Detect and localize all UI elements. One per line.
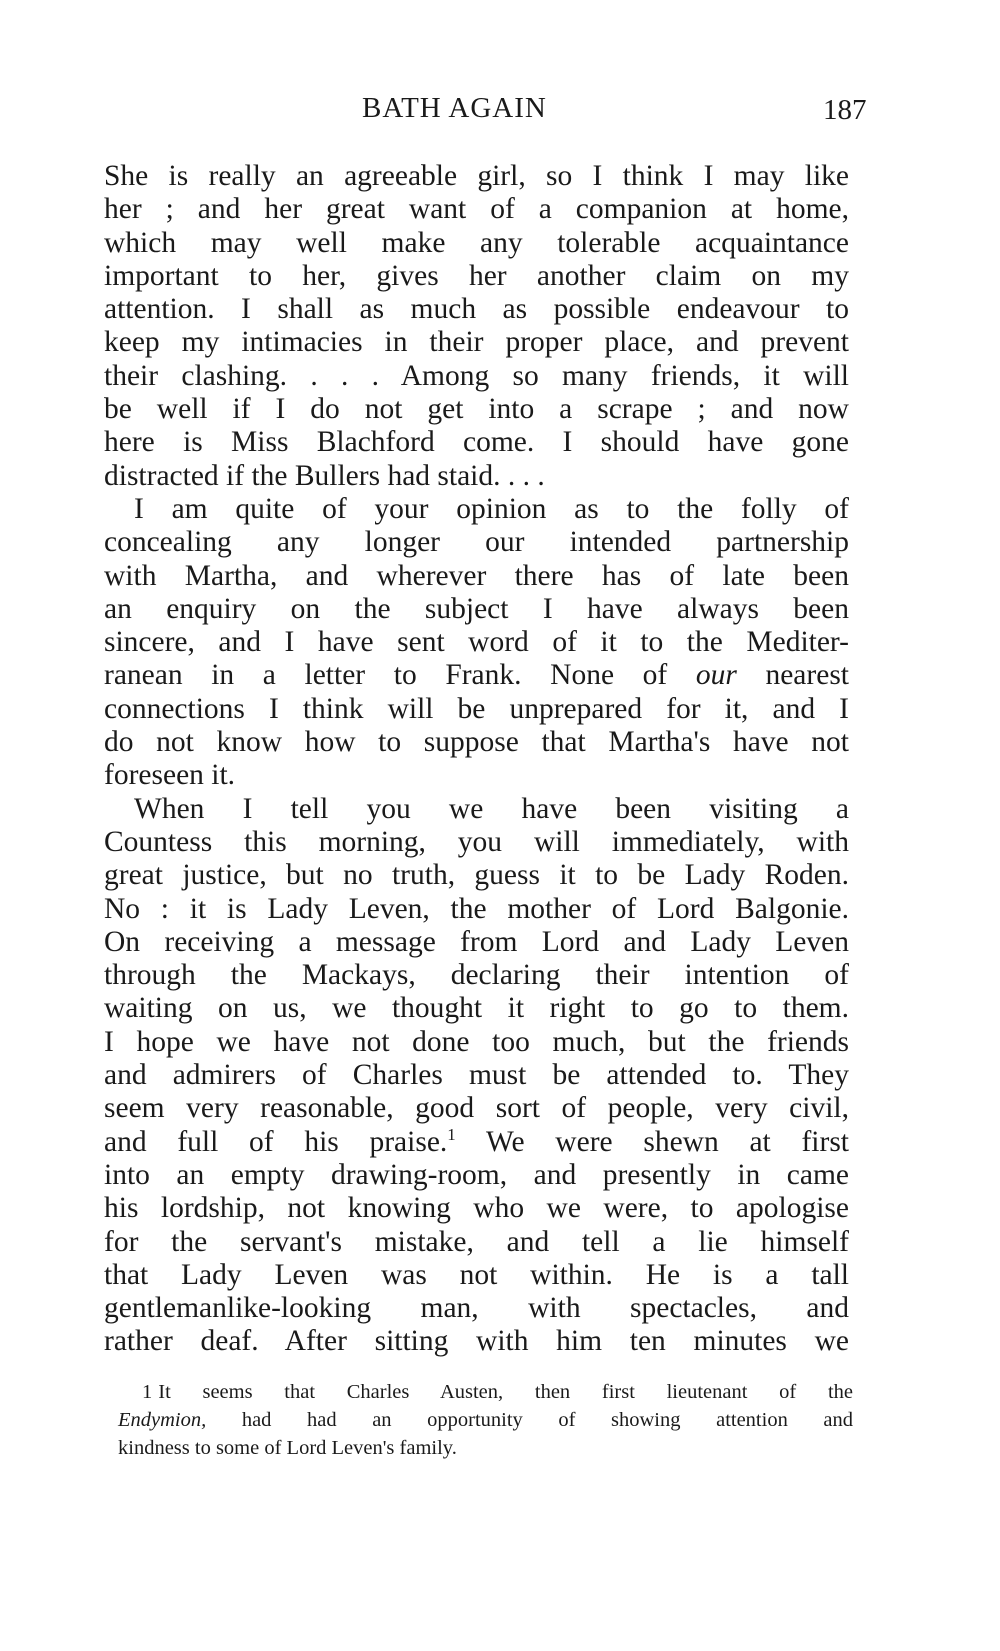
text-line: foreseen it.	[104, 759, 236, 792]
text-line: here is Miss Blachford come. I should have gone	[104, 426, 849, 459]
footnote-reference[interactable]: 1	[447, 1124, 456, 1144]
text-line: be well if I do not get into a scrape ; and now	[104, 393, 849, 426]
footnote-ship-name: Endymion,	[118, 1409, 207, 1431]
text-line: rather deaf. After sitting with him ten minutes we	[104, 1325, 849, 1358]
text-line-with-footnote-ref	[104, 1126, 849, 1159]
text-line: that Lady Leven was not within. He is a tall	[104, 1258, 849, 1291]
text-line: with Martha, and wherever there has of late been	[104, 559, 849, 592]
footnote-line	[118, 1378, 853, 1406]
footnote	[118, 1378, 853, 1462]
text-line: for the servant's mistake, and tell a lie himself	[104, 1225, 849, 1258]
text-line: I hope we have not done too much, but the friends	[104, 1025, 849, 1058]
running-title: BATH AGAIN	[362, 92, 547, 124]
footnote-number: 1	[142, 1381, 153, 1403]
text-line: their clashing. . . . Among so many friends, it will	[104, 359, 849, 392]
emphasis-our: our	[695, 659, 737, 692]
footnote-line: kindness to some of Lord Leven's family.	[118, 1437, 457, 1459]
text-line: his lordship, not knowing who we were, to apologise	[104, 1192, 849, 1225]
text-line: I am quite of your opinion as to the folly of	[134, 492, 849, 525]
text-line: On receiving a message from Lord and Lady Leven	[104, 925, 849, 958]
text-segment: nearest	[736, 659, 849, 692]
text-line: waiting on us, we thought it right to go to them.	[104, 992, 849, 1025]
text-segment: We were shewn at first	[455, 1125, 849, 1158]
text-line: sincere, and I have sent word of it to the Mediter-	[104, 626, 849, 659]
text-line: gentlemanlike-looking man, with spectacles, and	[104, 1292, 849, 1325]
text-line: her ; and her great want of a companion at home,	[104, 193, 849, 226]
text-line: concealing any longer our intended partnership	[104, 526, 849, 559]
text-line: keep my intimacies in their proper place, and prevent	[104, 326, 849, 359]
text-line: When I tell you we have been visiting a	[134, 792, 849, 825]
text-line: seem very reasonable, good sort of people, very civil,	[104, 1092, 849, 1125]
footnote-text: had had an opportunity of showing attention and	[206, 1409, 853, 1431]
text-segment: ranean in a letter to Frank. None of	[104, 659, 696, 692]
text-line: into an empty drawing-room, and presently in came	[104, 1158, 849, 1191]
text-line: through the Mackays, declaring their intention of	[104, 959, 849, 992]
footnote-line	[118, 1406, 853, 1434]
text-line: attention. I shall as much as possible endeavour to	[104, 293, 849, 326]
text-line: She is really an agreeable girl, so I think I may like	[104, 160, 849, 192]
text-line: do not know how to suppose that Martha's have not	[104, 726, 849, 759]
text-line: Countess this morning, you will immediately, with	[104, 825, 849, 858]
text-line: which may well make any tolerable acquaintance	[104, 226, 849, 259]
text-line: and admirers of Charles must be attended to. They	[104, 1059, 849, 1092]
text-line: great justice, but no truth, guess it to be Lady Roden.	[104, 859, 849, 892]
text-segment: and full of his praise.	[104, 1125, 448, 1158]
footnote-text: It seems that Charles Austen, then first lieutenant of the	[158, 1381, 853, 1403]
body-text	[104, 160, 849, 1359]
text-line-with-emphasis	[104, 659, 849, 692]
page-number: 187	[823, 94, 867, 126]
text-line: No : it is Lady Leven, the mother of Lord Balgonie.	[104, 892, 849, 925]
text-line: distracted if the Bullers had staid. . . .	[104, 459, 545, 492]
text-line: an enquiry on the subject I have always been	[104, 592, 849, 625]
text-line: important to her, gives her another claim on my	[104, 259, 849, 292]
running-head	[0, 92, 1000, 132]
text-line: connections I think will be unprepared for it, and I	[104, 692, 849, 725]
